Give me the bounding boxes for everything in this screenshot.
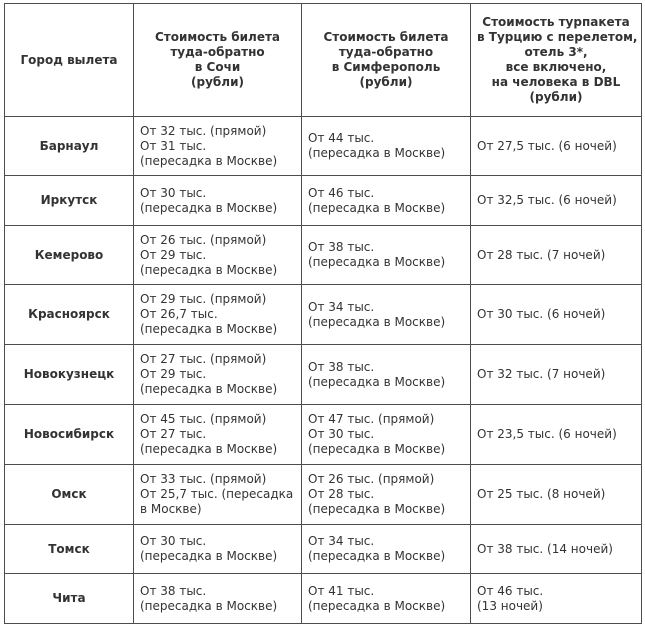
price-line: (пересадка в Москве): [308, 502, 446, 516]
price-line: От 32,5 тыс. (6 ночей): [477, 193, 617, 207]
table-row: [5, 525, 642, 574]
price-line: От 28 тыс.: [308, 487, 375, 501]
price-line: От 25,7 тыс. (пересадка: [140, 487, 294, 501]
price-line: От 30 тыс.: [140, 185, 207, 200]
price-line: От 29 тыс.: [140, 247, 207, 262]
header-simferopol-line: (рубли): [359, 75, 413, 89]
price-line: (пересадка в Москве): [140, 200, 278, 215]
price-line: (пересадка в Москве): [308, 146, 446, 160]
header-turkey-line: (рубли): [529, 90, 583, 104]
price-line: (пересадка в Москве): [308, 200, 446, 215]
price-line: От 41 тыс.: [308, 583, 375, 598]
table-row: [5, 574, 642, 624]
header-turkey: [471, 4, 642, 117]
simferopol-price-cell: [302, 525, 471, 574]
table-row: [5, 285, 642, 345]
price-table-container: [4, 3, 642, 624]
header-simferopol-line: туда-обратно: [338, 45, 434, 59]
sochi-price-cell: [134, 405, 302, 465]
price-line: (пересадка в Москве): [140, 322, 278, 336]
price-line: (пересадка в Москве): [308, 598, 446, 613]
turkey-price-cell: [471, 285, 642, 345]
simferopol-price-cell: [302, 465, 471, 525]
header-turkey-line: отель 3*,: [524, 45, 588, 59]
table-row: [5, 117, 642, 176]
price-line: (пересадка в Москве): [308, 255, 446, 269]
price-line: От 46 тыс.: [308, 185, 375, 200]
city-cell: Чита: [5, 574, 134, 624]
price-line: От 29 тыс.: [140, 367, 207, 381]
city-cell: Новокузнецк: [5, 345, 134, 405]
turkey-price-cell: [471, 465, 642, 525]
header-simferopol-line: Стоимость билета: [323, 30, 449, 44]
price-line: (13 ночей): [477, 598, 543, 613]
price-line: (пересадка в Москве): [308, 442, 446, 456]
sochi-price-cell: [134, 226, 302, 285]
price-line: От 26 тыс. (прямой): [140, 232, 267, 247]
price-line: От 31 тыс.: [140, 138, 207, 153]
price-line: От 46 тыс.: [477, 583, 544, 598]
city-cell: Барнаул: [5, 117, 134, 176]
price-line: От 27,5 тыс. (6 ночей): [477, 138, 617, 153]
price-line: (пересадка в Москве): [308, 549, 446, 563]
city-cell: Кемерово: [5, 226, 134, 285]
price-line: От 32 тыс. (прямой): [140, 123, 267, 138]
price-line: От 38 тыс. (14 ночей): [477, 541, 613, 556]
turkey-price-cell: [471, 345, 642, 405]
price-line: От 27 тыс. (прямой): [140, 352, 267, 366]
sochi-price-cell: [134, 176, 302, 226]
city-cell: Томск: [5, 525, 134, 574]
sochi-price-cell: [134, 574, 302, 624]
header-turkey-line: все включено,: [505, 60, 607, 74]
price-line: От 34 тыс.: [308, 534, 375, 548]
price-line: От 25 тыс. (8 ночей): [477, 487, 606, 501]
table-row: [5, 405, 642, 465]
turkey-price-cell: [471, 226, 642, 285]
price-line: (пересадка в Москве): [140, 153, 278, 168]
header-sochi-line: туда-обратно: [170, 45, 265, 59]
price-line: (пересадка в Москве): [140, 382, 278, 396]
simferopol-price-cell: [302, 345, 471, 405]
header-sochi-line: Стоимость билета: [154, 30, 281, 44]
price-line: (пересадка в Москве): [140, 262, 278, 277]
city-cell: Новосибирск: [5, 405, 134, 465]
header-turkey-line: в Турцию с перелетом,: [477, 30, 638, 44]
header-sochi: [134, 4, 302, 117]
simferopol-price-cell: [302, 405, 471, 465]
sochi-price-cell: [134, 345, 302, 405]
price-line: От 38 тыс.: [308, 240, 375, 254]
price-line: (пересадка в Москве): [308, 374, 446, 389]
simferopol-price-cell: [302, 226, 471, 285]
turkey-price-cell: [471, 405, 642, 465]
simferopol-price-cell: [302, 574, 471, 624]
price-line: От 34 тыс.: [308, 299, 375, 314]
price-line: От 23,5 тыс. (6 ночей): [477, 427, 617, 441]
price-line: От 29 тыс. (прямой): [140, 292, 267, 306]
price-line: (пересадка в Москве): [140, 549, 278, 563]
turkey-price-cell: [471, 176, 642, 226]
price-line: в Москве): [140, 502, 202, 516]
simferopol-price-cell: [302, 117, 471, 176]
table-row: [5, 226, 642, 285]
city-cell: Красноярск: [5, 285, 134, 345]
header-sochi-line: (рубли): [191, 75, 244, 89]
sochi-price-cell: [134, 285, 302, 345]
price-line: От 26,7 тыс.: [140, 307, 218, 321]
turkey-price-cell: [471, 117, 642, 176]
table-row: [5, 176, 642, 226]
sochi-price-cell: [134, 465, 302, 525]
price-line: От 38 тыс.: [308, 359, 375, 374]
price-line: От 45 тыс. (прямой): [140, 412, 267, 426]
price-line: (пересадка в Москве): [308, 314, 446, 329]
header-simferopol: [302, 4, 471, 117]
price-line: От 30 тыс.: [140, 534, 207, 548]
price-line: От 26 тыс. (прямой): [308, 472, 435, 486]
table-row: [5, 465, 642, 525]
turkey-price-cell: [471, 574, 642, 624]
header-row: [5, 4, 642, 117]
price-line: От 30 тыс.: [308, 427, 375, 441]
header-sochi-line: в Сочи: [194, 60, 241, 74]
turkey-price-cell: [471, 525, 642, 574]
price-line: От 28 тыс. (7 ночей): [477, 247, 606, 262]
price-line: От 33 тыс. (прямой): [140, 472, 267, 486]
price-line: От 47 тыс. (прямой): [308, 412, 435, 426]
table-row: [5, 345, 642, 405]
simferopol-price-cell: [302, 176, 471, 226]
city-cell: Омск: [5, 465, 134, 525]
price-line: От 38 тыс.: [140, 583, 207, 598]
price-line: От 27 тыс.: [140, 427, 207, 441]
price-line: От 30 тыс. (6 ночей): [477, 307, 606, 321]
price-line: (пересадка в Москве): [140, 442, 278, 456]
price-line: От 44 тыс.: [308, 131, 375, 145]
simferopol-price-cell: [302, 285, 471, 345]
price-line: От 32 тыс. (7 ночей): [477, 367, 606, 381]
header-turkey-line: Стоимость турпакета: [482, 15, 630, 29]
sochi-price-cell: [134, 525, 302, 574]
city-cell: Иркутск: [5, 176, 134, 226]
header-turkey-line: на человека в DBL: [491, 75, 621, 89]
header-city-label: Город вылета: [20, 52, 118, 67]
price-line: (пересадка в Москве): [140, 598, 278, 613]
header-simferopol-line: в Симферополь: [331, 60, 441, 74]
sochi-price-cell: [134, 117, 302, 176]
price-table: [4, 3, 642, 624]
header-city: [5, 4, 134, 117]
